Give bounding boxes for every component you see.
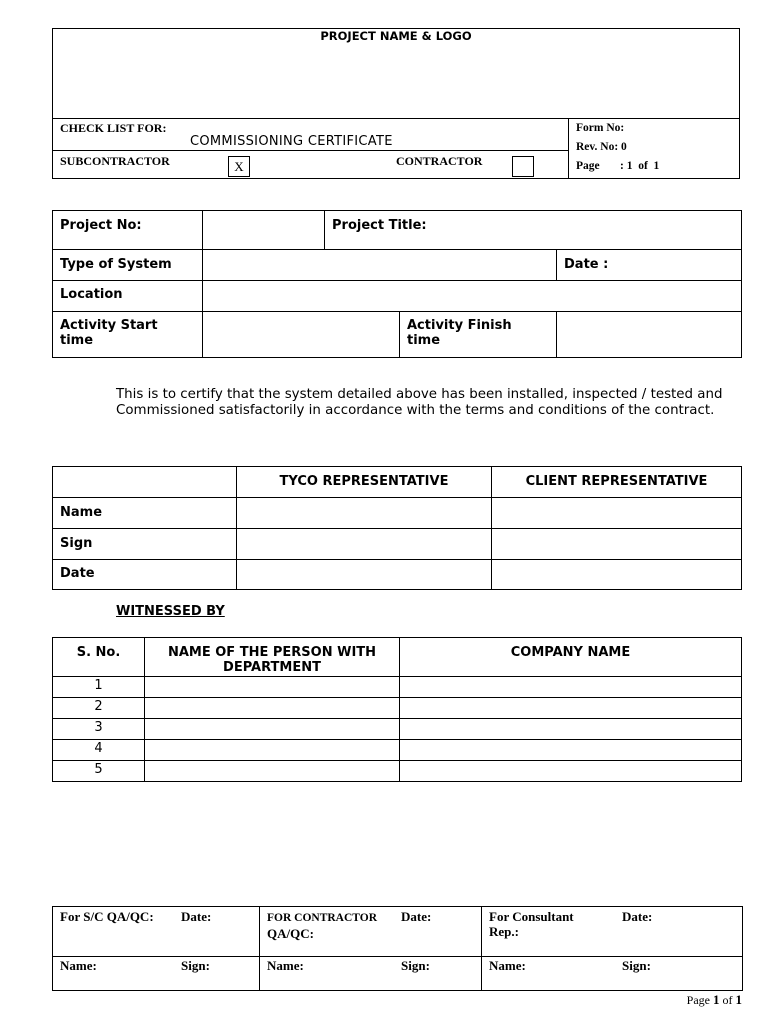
- signoff-table: [52, 906, 743, 991]
- form-title: COMMISSIONING CERTIFICATE: [190, 134, 393, 149]
- client-date-field[interactable]: [492, 560, 742, 590]
- form-no-label: Form No:: [576, 122, 625, 134]
- subcontractor-checkbox[interactable]: X: [228, 156, 250, 177]
- consultant-name-sign-cell[interactable]: [482, 957, 743, 991]
- location-field[interactable]: [203, 281, 742, 312]
- page-label: Page: [576, 160, 600, 172]
- page-footer-label: Page: [686, 993, 710, 1007]
- table-row: [53, 740, 742, 761]
- contractor-qaqc-label-line1: FOR CONTRACTOR: [267, 912, 378, 924]
- company-field[interactable]: [400, 719, 742, 740]
- project-name-logo: PROJECT NAME & LOGO: [320, 29, 472, 43]
- date-label[interactable]: Date :: [557, 250, 742, 281]
- page-footer-of: of: [722, 993, 733, 1007]
- tyco-representative-header: TYCO REPRESENTATIVE: [237, 467, 492, 498]
- person-field[interactable]: [145, 740, 400, 761]
- person-field[interactable]: [145, 677, 400, 698]
- consultant-name-label: Name:: [489, 958, 526, 973]
- page-footer: [687, 992, 742, 1008]
- project-info-table: [52, 210, 742, 358]
- consultant-cell[interactable]: [482, 907, 743, 957]
- contractor-name-sign-cell[interactable]: [260, 957, 482, 991]
- table-row: [53, 698, 742, 719]
- sc-qaqc-date-label: Date:: [181, 909, 212, 924]
- sc-sign-label: Sign:: [181, 958, 210, 973]
- subcontractor-label: SUBCONTRACTOR: [60, 154, 170, 168]
- contractor-checkbox[interactable]: [512, 156, 534, 177]
- check-list-for-label: CHECK LIST FOR:: [60, 121, 167, 135]
- consultant-label-line2: Rep.:: [489, 924, 519, 939]
- sc-qaqc-label: For S/C QA/QC:: [60, 909, 154, 924]
- contractor-sign-label: Sign:: [401, 958, 430, 973]
- person-field[interactable]: [145, 719, 400, 740]
- rep-row-sign-label: Sign: [53, 529, 237, 560]
- activity-finish-label: Activity Finish time: [400, 312, 557, 358]
- contractor-name-label: Name:: [267, 958, 304, 973]
- sno-cell: 5: [53, 761, 145, 782]
- table-row: [53, 719, 742, 740]
- witnessed-by-heading: WITNESSED BY: [116, 604, 225, 619]
- consultant-date-label: Date:: [622, 909, 653, 924]
- contractor-qaqc-cell[interactable]: [260, 907, 482, 957]
- sno-cell: 3: [53, 719, 145, 740]
- person-department-header: NAME OF THE PERSON WITH DEPARTMENT: [145, 638, 400, 677]
- type-of-system-field[interactable]: [203, 250, 557, 281]
- activity-start-label: Activity Start time: [53, 312, 203, 358]
- contractor-qaqc-label-line2: QA/QC:: [267, 926, 314, 941]
- rep-header-blank: [53, 467, 237, 498]
- sc-name-label: Name:: [60, 958, 97, 973]
- page-footer-total: 1: [735, 992, 742, 1007]
- person-field[interactable]: [145, 761, 400, 782]
- table-row: [53, 761, 742, 782]
- activity-finish-field[interactable]: [557, 312, 742, 358]
- type-of-system-label: Type of System: [53, 250, 203, 281]
- company-field[interactable]: [400, 740, 742, 761]
- contractor-date-label: Date:: [401, 909, 432, 924]
- header-vertical-divider: [568, 118, 569, 179]
- project-title-label[interactable]: Project Title:: [325, 211, 742, 250]
- consultant-label-line1: For Consultant: [489, 909, 574, 924]
- activity-start-field[interactable]: [203, 312, 400, 358]
- page-footer-current: 1: [713, 992, 720, 1007]
- client-representative-header: CLIENT REPRESENTATIVE: [492, 467, 742, 498]
- client-sign-field[interactable]: [492, 529, 742, 560]
- sc-name-sign-cell[interactable]: [53, 957, 260, 991]
- client-name-field[interactable]: [492, 498, 742, 529]
- project-no-field[interactable]: [203, 211, 325, 250]
- page-value: : 1 of 1: [620, 160, 660, 172]
- company-field[interactable]: [400, 761, 742, 782]
- company-name-header: COMPANY NAME: [400, 638, 742, 677]
- sno-cell: 1: [53, 677, 145, 698]
- sc-qaqc-cell[interactable]: [53, 907, 260, 957]
- tyco-sign-field[interactable]: [237, 529, 492, 560]
- person-field[interactable]: [145, 698, 400, 719]
- representatives-table: [52, 466, 742, 590]
- sno-header: S. No.: [53, 638, 145, 677]
- consultant-sign-label: Sign:: [622, 958, 651, 973]
- tyco-date-field[interactable]: [237, 560, 492, 590]
- rev-no-label: Rev. No: 0: [576, 141, 627, 153]
- witness-table: [52, 637, 742, 782]
- company-field[interactable]: [400, 698, 742, 719]
- tyco-name-field[interactable]: [237, 498, 492, 529]
- header-mid-divider: [52, 150, 568, 151]
- table-row: [53, 677, 742, 698]
- location-label: Location: [53, 281, 203, 312]
- header-divider: [52, 118, 740, 119]
- sno-cell: 4: [53, 740, 145, 761]
- sno-cell: 2: [53, 698, 145, 719]
- rep-row-date-label: Date: [53, 560, 237, 590]
- project-no-label: Project No:: [53, 211, 203, 250]
- contractor-label: CONTRACTOR: [396, 154, 483, 168]
- company-field[interactable]: [400, 677, 742, 698]
- certification-text: This is to certify that the system detailed above has been installed, inspected / tested and Commissioned satisfactorily in accordance with the terms and conditions of the contract.: [116, 387, 723, 418]
- rep-row-name-label: Name: [53, 498, 237, 529]
